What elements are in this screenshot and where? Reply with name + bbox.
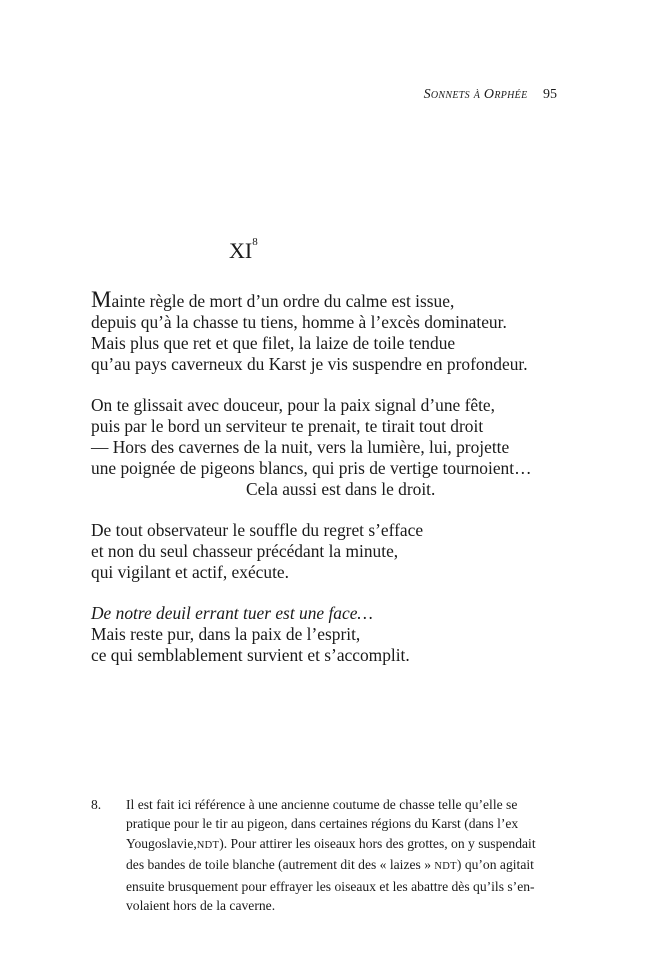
page-number: 95	[543, 87, 557, 102]
stanza-1	[91, 289, 571, 375]
stanza-3	[91, 520, 571, 583]
verse-line: Mais plus que ret et que filet, la laize de toile tendue	[91, 333, 456, 353]
running-head-title: Sonnets à Orphée	[423, 87, 528, 102]
footnote-line: pratique pour le tir au pigeon, dans certaines régions du Karst (dans l’ex	[126, 816, 519, 832]
footnote-line-part: des bandes de toile blanche (autrement dit des « laizes »	[126, 857, 435, 873]
ndt-abbreviation: NDT	[434, 861, 457, 873]
verse-line: Mais reste pur, dans la paix de l’esprit,	[91, 624, 361, 644]
verse-line-indented: Cela aussi est dans le droit.	[246, 479, 436, 499]
verse-line	[91, 289, 571, 312]
verse-line-text: ainte règle de mort d’un ordre du calme est issue,	[111, 291, 455, 311]
verse-line: On te glissait avec douceur, pour la paix signal d’une fête,	[91, 395, 495, 415]
footnote-reference: 8	[252, 236, 258, 248]
verse-line: depuis qu’à la chasse tu tiens, homme à l’excès dominateur.	[91, 312, 507, 332]
running-head	[424, 87, 557, 103]
footnote-line: volaient hors de la caverne.	[126, 898, 276, 914]
footnote-line-part: ). Pour attirer les oiseaux hors des grottes, on y suspendait	[219, 835, 536, 851]
stanza-4	[91, 603, 571, 666]
verse-line: qui vigilant et actif, exécute.	[91, 562, 289, 582]
verse-line: qu’au pays caverneux du Karst je vis suspendre en profondeur.	[91, 354, 528, 374]
footnote-line: ensuite brusquement pour effrayer les oiseaux et les abattre dès qu’ils s’en-	[126, 878, 535, 894]
ndt-abbreviation: NDT	[196, 839, 220, 851]
footnote-line-part: ) qu’on agitait	[456, 857, 534, 873]
poem-title-text: XI	[229, 238, 253, 263]
verse-line: — Hors des cavernes de la nuit, vers la lumière, lui, projette	[91, 437, 510, 457]
footnote-line-part: Yougoslavie,	[126, 835, 197, 851]
verse-line: ce qui semblablement survient et s’accomplit.	[91, 645, 410, 665]
verse-line: De tout observateur le souffle du regret s’efface	[91, 520, 424, 540]
footnote-line	[126, 834, 561, 855]
poem-body	[91, 289, 571, 686]
verse-line-italic: De notre deuil errant tuer est une face…	[91, 603, 373, 623]
verse-line: puis par le bord un serviteur te prenait, te tirait tout droit	[91, 416, 484, 436]
footnote-text	[126, 795, 561, 915]
verse-line: et non du seul chasseur précédant la minute,	[91, 541, 399, 561]
drop-cap: M	[91, 287, 112, 312]
footnote-number: 8.	[91, 797, 102, 812]
footnote-line	[126, 855, 561, 876]
footnote-line: Il est fait ici référence à une ancienne coutume de chasse telle qu’elle se	[126, 797, 518, 812]
stanza-2	[91, 395, 571, 500]
poem-title	[229, 238, 258, 264]
verse-line: une poignée de pigeons blancs, qui pris de vertige tournoient…	[91, 458, 532, 478]
